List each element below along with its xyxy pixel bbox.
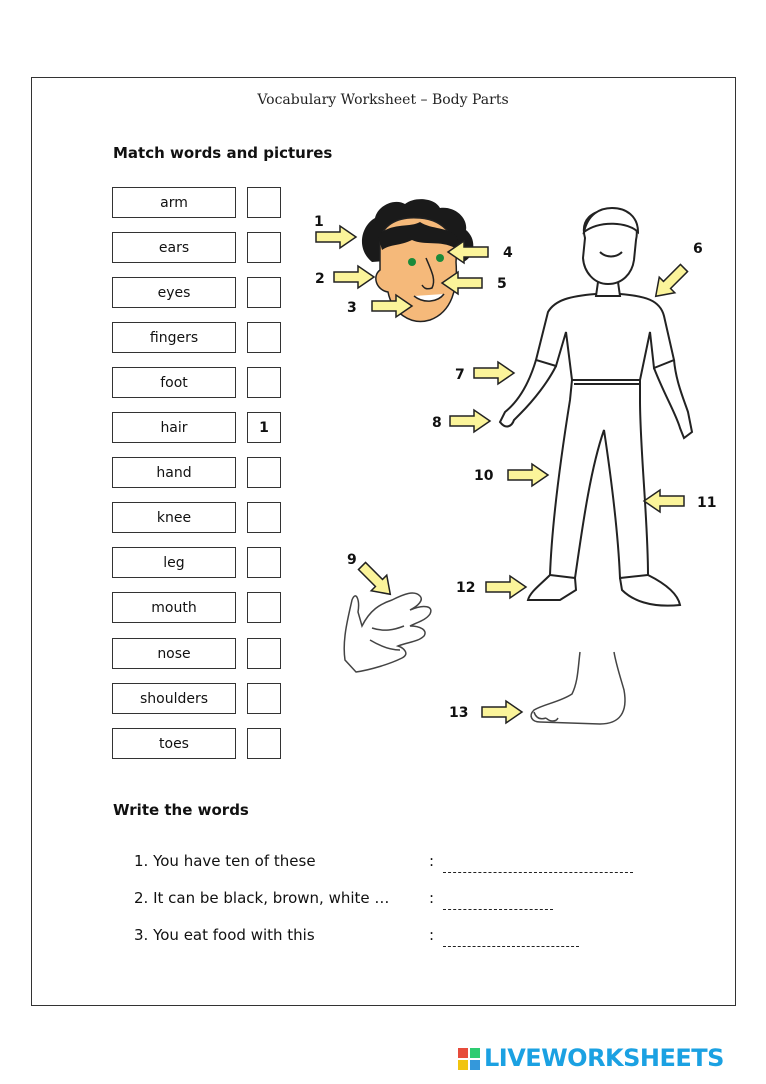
- write-heading: Write the words: [113, 801, 249, 819]
- word-box: hair: [112, 412, 236, 443]
- label-8: 8: [432, 415, 442, 431]
- label-13: 13: [449, 705, 469, 721]
- label-6: 6: [693, 241, 703, 257]
- liveworksheets-brand[interactable]: LIVEWORKSHEETS: [484, 1044, 724, 1072]
- foot-drawing: [531, 652, 625, 724]
- label-5: 5: [497, 276, 507, 292]
- question-2: 2. It can be black, brown, white …: [134, 889, 390, 907]
- answer-input-2[interactable]: [443, 889, 553, 910]
- liveworksheets-logo-icon: [458, 1048, 480, 1070]
- match-heading: Match words and pictures: [113, 144, 333, 162]
- word-box: eyes: [112, 277, 236, 308]
- label-10: 10: [474, 468, 494, 484]
- label-12: 12: [456, 580, 476, 596]
- answer-box-hair[interactable]: 1: [247, 412, 281, 443]
- word-box: leg: [112, 547, 236, 578]
- label-7: 7: [455, 367, 465, 383]
- word-box: hand: [112, 457, 236, 488]
- arrow-13: [482, 701, 522, 723]
- question-1-colon: :: [429, 852, 435, 870]
- arrow-11: [644, 490, 684, 512]
- word-box: ears: [112, 232, 236, 263]
- word-box: toes: [112, 728, 236, 759]
- label-1: 1: [314, 214, 324, 230]
- word-box: shoulders: [112, 683, 236, 714]
- worksheet-title: Vocabulary Worksheet – Body Parts: [257, 92, 509, 108]
- arrow-7: [474, 362, 514, 384]
- label-3: 3: [347, 300, 357, 316]
- question-2-colon: :: [429, 889, 435, 907]
- label-4: 4: [503, 245, 513, 261]
- label-2: 2: [315, 271, 325, 287]
- word-box: arm: [112, 187, 236, 218]
- hand-drawing: [344, 593, 431, 672]
- question-1: 1. You have ten of these: [134, 852, 316, 870]
- question-3: 3. You eat food with this: [134, 926, 315, 944]
- word-box: foot: [112, 367, 236, 398]
- answer-input-3[interactable]: [443, 926, 579, 947]
- answer-input-1[interactable]: [443, 852, 633, 873]
- arrow-6: [648, 260, 692, 304]
- body-drawing: [500, 208, 692, 606]
- word-box: nose: [112, 638, 236, 669]
- label-9: 9: [347, 552, 357, 568]
- word-box: mouth: [112, 592, 236, 623]
- word-box: fingers: [112, 322, 236, 353]
- arrow-9: [354, 558, 398, 602]
- word-box: knee: [112, 502, 236, 533]
- arrow-2: [334, 266, 374, 288]
- question-3-colon: :: [429, 926, 435, 944]
- label-11: 11: [697, 495, 717, 511]
- arrow-10: [508, 464, 548, 486]
- arrow-12: [486, 576, 526, 598]
- arrow-8: [450, 410, 490, 432]
